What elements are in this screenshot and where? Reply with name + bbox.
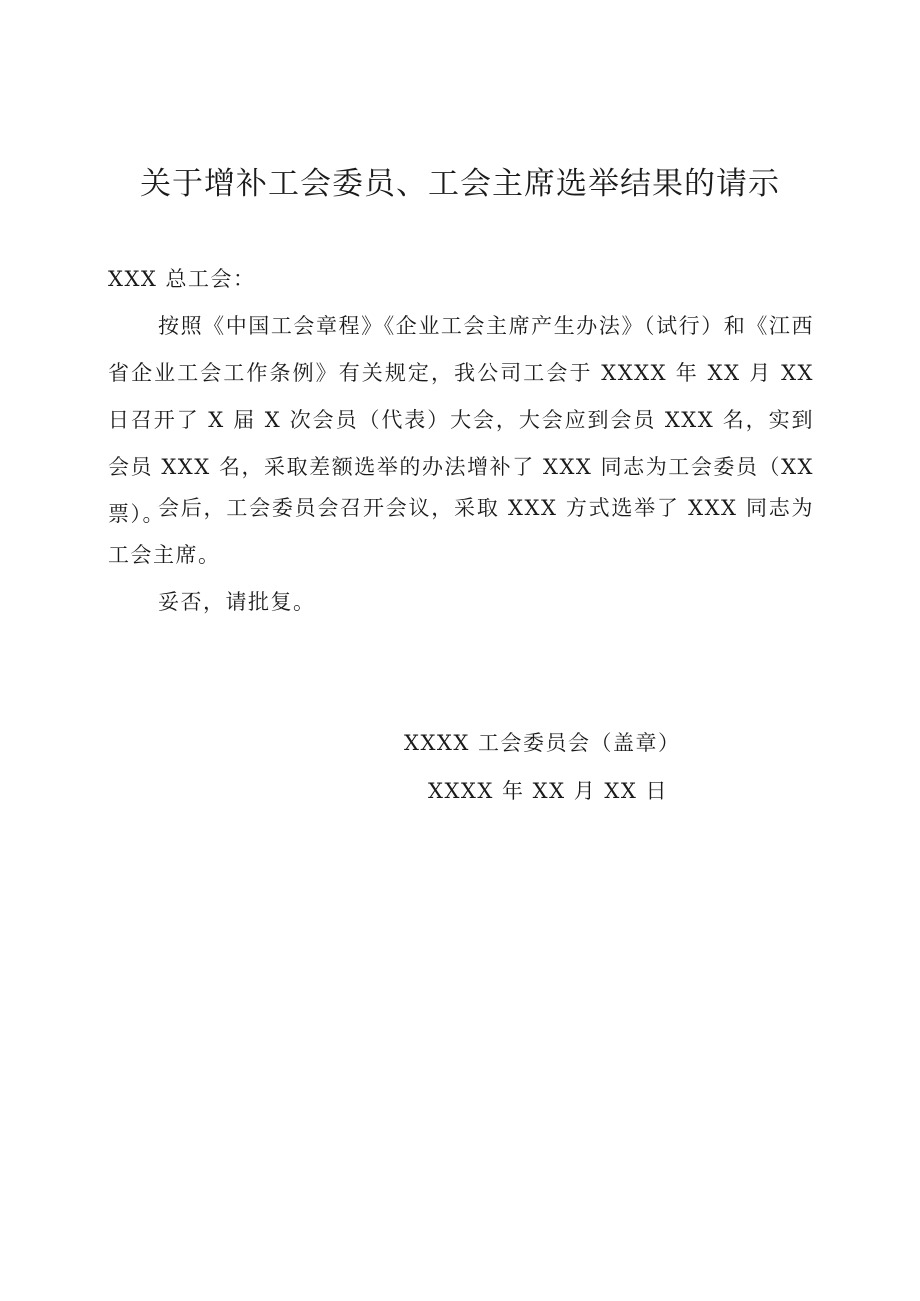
signature-organization: XXXX 工会委员会（盖章） (404, 731, 681, 755)
document-title: 关于增补工会委员、工会主席选举结果的请示 (140, 166, 780, 202)
body-paragraph-2: 会后，工会委员会召开会议，采取 XXX 方式选举了 XXX 同志为工会主席。 (108, 496, 814, 567)
body-paragraph-1: 按照《中国工会章程》《企业工会主席产生办法》（试行）和《江西省企业工会工作条例》有关规定，我公司工会于 XXXX 年 XX 月 XX 日召开了 X 届 X 次会员（代表）大会，大会应到会员 XXX 名，实到会员 XXX 名，采取差额选举的办法增补了 XXX 同志为工会委员（XX 票）。 (108, 314, 814, 526)
body-paragraph-3: 妥否，请批复。 (158, 590, 316, 614)
salutation: XXX 总工会： (108, 267, 256, 291)
signature-date: XXXX 年 XX 月 XX 日 (428, 779, 668, 803)
